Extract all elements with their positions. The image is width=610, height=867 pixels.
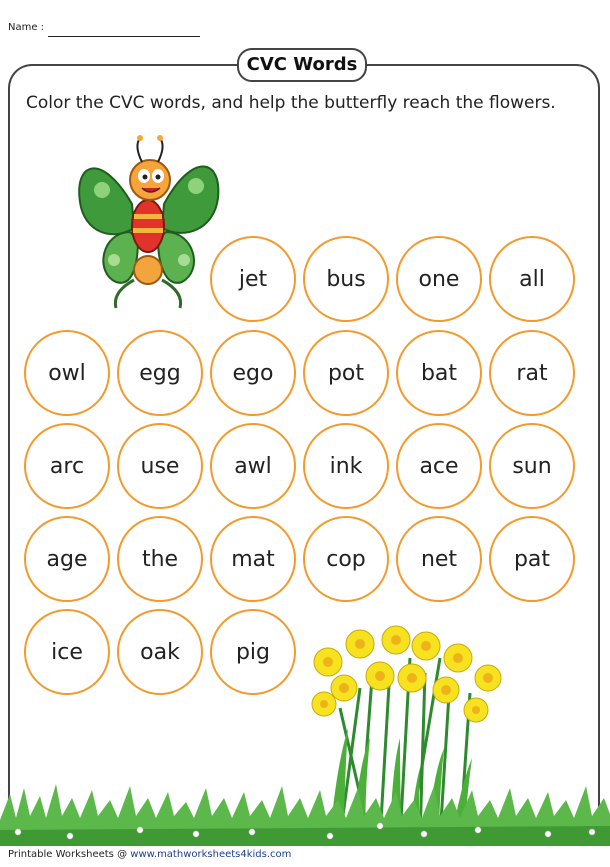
word-circle[interactable]: cop [303, 516, 389, 602]
word-circle[interactable]: bus [303, 236, 389, 322]
word-circle[interactable]: pot [303, 330, 389, 416]
word-circle[interactable]: arc [24, 423, 110, 509]
word-circle[interactable]: jet [210, 236, 296, 322]
word-circle[interactable]: the [117, 516, 203, 602]
footer-site-link[interactable]: www.mathworksheets4kids.com [130, 849, 292, 860]
worksheet-title: CVC Words [237, 48, 367, 82]
word-circle[interactable]: sun [489, 423, 575, 509]
word-circle[interactable]: ace [396, 423, 482, 509]
word-circle[interactable]: all [489, 236, 575, 322]
instruction-text: Color the CVC words, and help the butterfly reach the flowers. [26, 93, 556, 113]
word-circle[interactable]: ice [24, 609, 110, 695]
name-label: Name : [8, 22, 45, 33]
word-circle[interactable]: age [24, 516, 110, 602]
word-circle[interactable]: egg [117, 330, 203, 416]
butterfly-illustration [72, 132, 224, 312]
footer [8, 849, 291, 860]
word-circle[interactable]: pig [210, 609, 296, 695]
name-line[interactable] [48, 36, 200, 37]
word-circle[interactable]: awl [210, 423, 296, 509]
word-circle[interactable]: use [117, 423, 203, 509]
word-circle[interactable]: rat [489, 330, 575, 416]
word-circle[interactable]: owl [24, 330, 110, 416]
word-circle[interactable]: mat [210, 516, 296, 602]
word-circle[interactable]: net [396, 516, 482, 602]
word-circle[interactable]: one [396, 236, 482, 322]
word-circle[interactable]: oak [117, 609, 203, 695]
word-circle[interactable]: ego [210, 330, 296, 416]
word-circle[interactable]: ink [303, 423, 389, 509]
word-circle[interactable]: pat [489, 516, 575, 602]
word-circle[interactable]: bat [396, 330, 482, 416]
grass-illustration [0, 774, 610, 846]
footer-prefix: Printable Worksheets @ [8, 849, 131, 860]
